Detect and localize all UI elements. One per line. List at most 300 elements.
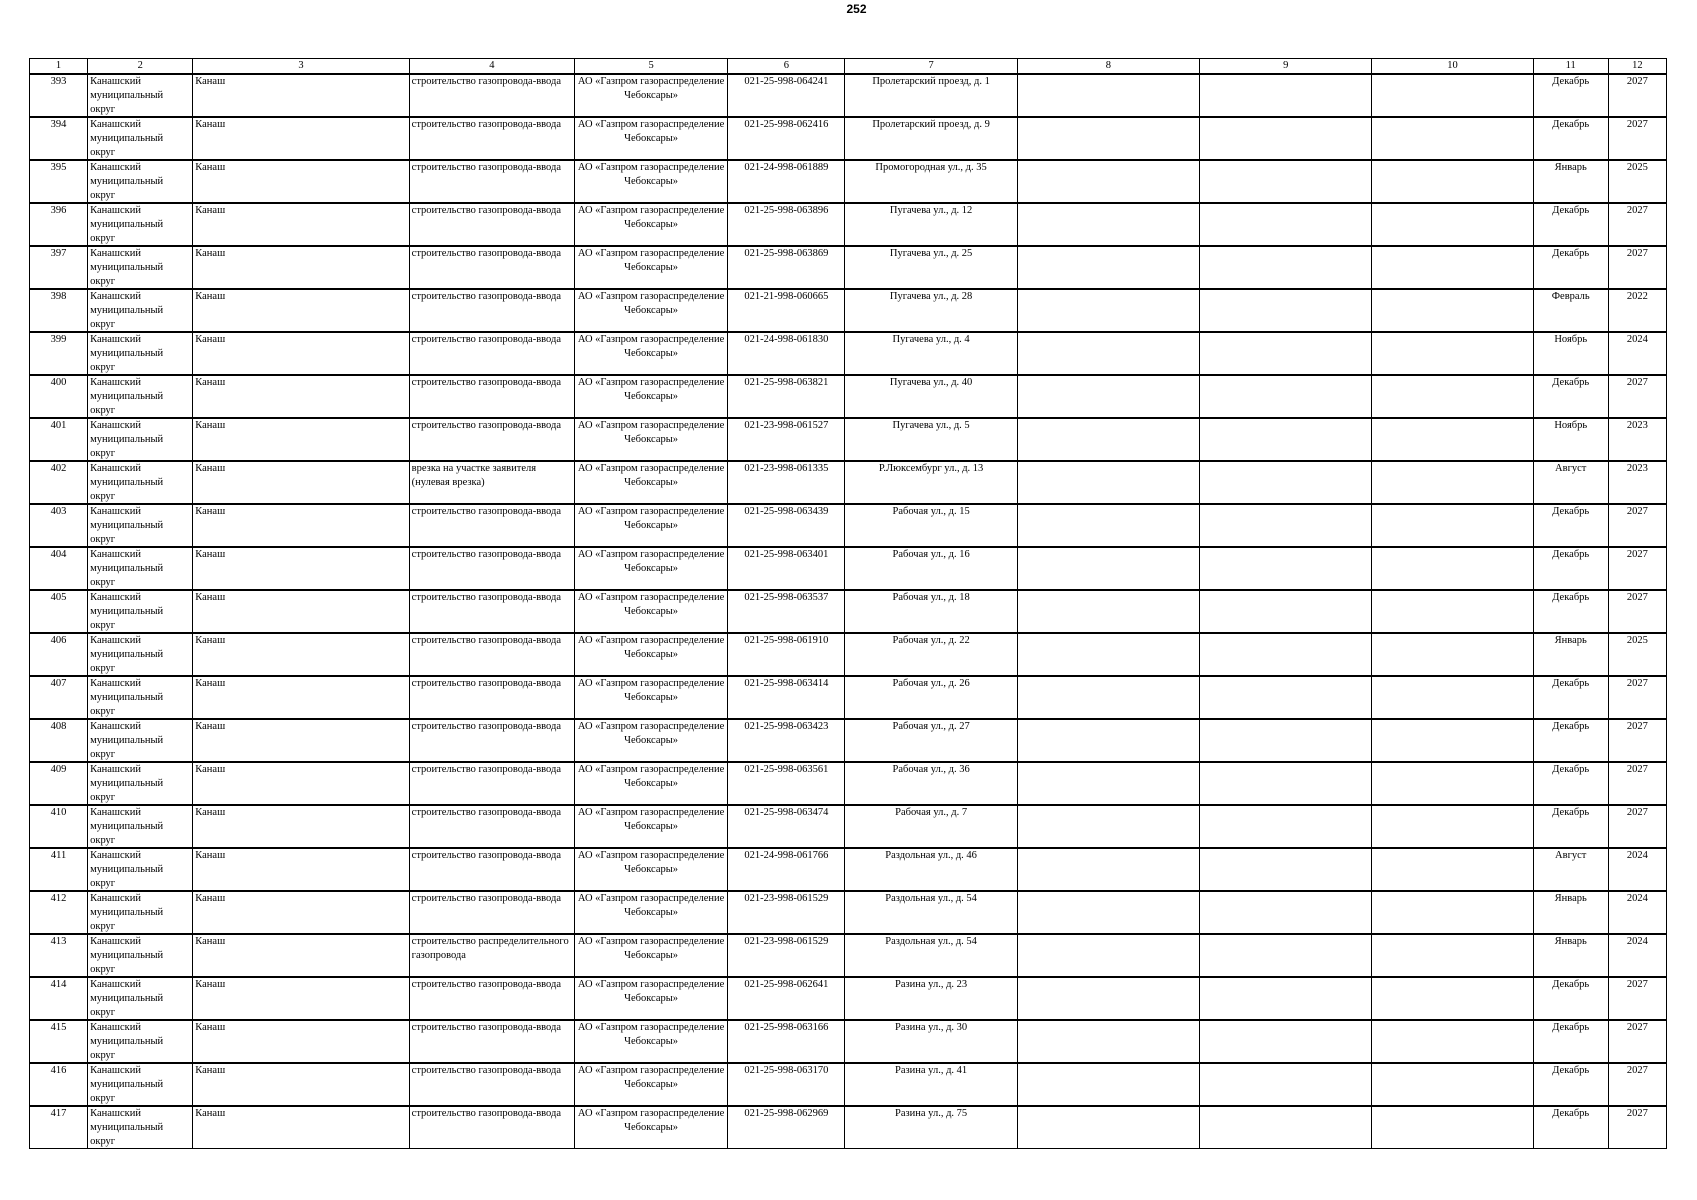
column-10-cell xyxy=(1372,418,1533,461)
address-cell xyxy=(845,74,1017,117)
work-type-cell-text: строительство газопровода-ввода xyxy=(411,850,562,861)
column-number-header: 7 xyxy=(845,59,1017,75)
column-10-cell xyxy=(1372,633,1533,676)
address-cell-text: Пугачева ул., д. 4 xyxy=(892,334,970,345)
city-cell-text: Канаш xyxy=(195,119,226,130)
column-9-cell xyxy=(1200,1020,1372,1063)
column-9-cell-text xyxy=(1202,376,1369,417)
work-type-cell xyxy=(409,246,574,289)
address-cell-text: Разина ул., д. 41 xyxy=(895,1065,968,1076)
year-cell-text: 2027 xyxy=(1626,119,1648,130)
column-9-cell-text xyxy=(1202,720,1369,761)
organization-cell xyxy=(574,762,727,805)
column-9-cell xyxy=(1200,1063,1372,1106)
month-cell-text: Декабрь xyxy=(1552,205,1590,216)
work-type-cell-text: строительство газопровода-ввода xyxy=(411,162,562,173)
column-10-cell xyxy=(1372,891,1533,934)
work-type-cell-text: строительство газопровода-ввода xyxy=(411,764,562,775)
work-type-cell xyxy=(409,1020,574,1063)
work-type-cell-text: строительство газопровода-ввода xyxy=(411,248,562,259)
year-cell-text: 2027 xyxy=(1626,76,1648,87)
address-cell xyxy=(845,934,1017,977)
organization-cell-text: АО «Газпром газораспределение Чебоксары» xyxy=(577,893,725,918)
row-number-cell-text: 408 xyxy=(50,721,67,732)
work-type-cell-text: строительство газопровода-ввода xyxy=(411,635,562,646)
column-9-cell xyxy=(1200,762,1372,805)
month-cell-text: Декабрь xyxy=(1552,678,1590,689)
month-cell-text: Декабрь xyxy=(1552,721,1590,732)
address-cell xyxy=(845,1063,1017,1106)
organization-cell-text: АО «Газпром газораспределение Чебоксары» xyxy=(577,1108,725,1133)
address-cell xyxy=(845,719,1017,762)
district-cell-text: Канашский муниципальный округ xyxy=(90,377,164,416)
column-10-cell-text xyxy=(1374,548,1530,589)
column-10-cell-text xyxy=(1374,677,1530,718)
address-cell xyxy=(845,289,1017,332)
work-type-cell-text: строительство газопровода-ввода xyxy=(411,807,562,818)
column-8-cell xyxy=(1017,590,1199,633)
month-cell xyxy=(1533,1020,1608,1063)
column-10-cell xyxy=(1372,805,1533,848)
column-10-cell xyxy=(1372,590,1533,633)
request-code-cell-text: 021-23-998-061335 xyxy=(744,463,829,474)
organization-cell xyxy=(574,590,727,633)
year-cell-text: 2027 xyxy=(1626,1065,1648,1076)
organization-cell-text: АО «Газпром газораспределение Чебоксары» xyxy=(577,420,725,445)
work-type-cell xyxy=(409,203,574,246)
organization-cell-text: АО «Газпром газораспределение Чебоксары» xyxy=(577,678,725,703)
row-number-cell xyxy=(30,762,88,805)
column-8-cell xyxy=(1017,805,1199,848)
address-cell-text: Рабочая ул., д. 7 xyxy=(895,807,968,818)
city-cell-text: Канаш xyxy=(195,1022,226,1033)
district-cell-text: Канашский муниципальный округ xyxy=(90,1065,164,1104)
column-8-cell-text xyxy=(1020,290,1197,331)
city-cell xyxy=(193,289,409,332)
column-10-cell xyxy=(1372,461,1533,504)
column-8-cell xyxy=(1017,375,1199,418)
city-cell xyxy=(193,375,409,418)
address-cell-text: Раздольная ул., д. 54 xyxy=(885,893,977,904)
city-cell xyxy=(193,590,409,633)
column-10-cell-text xyxy=(1374,118,1530,159)
request-code-cell xyxy=(728,719,845,762)
column-10-cell-text xyxy=(1374,634,1530,675)
column-number-header: 3 xyxy=(193,59,409,75)
city-cell xyxy=(193,547,409,590)
work-type-cell xyxy=(409,891,574,934)
row-number-cell-text: 403 xyxy=(50,506,67,517)
month-cell-text: Декабрь xyxy=(1552,1022,1590,1033)
work-type-cell-text: строительство газопровода-ввода xyxy=(411,420,562,431)
district-cell-text: Канашский муниципальный округ xyxy=(90,893,164,932)
city-cell xyxy=(193,74,409,117)
year-cell-text: 2027 xyxy=(1626,979,1648,990)
table-row xyxy=(30,977,1667,1020)
district-cell xyxy=(88,590,193,633)
row-number-cell xyxy=(30,246,88,289)
address-cell-text: Пролетарский проезд, д. 9 xyxy=(872,119,990,130)
column-10-cell-text xyxy=(1374,161,1530,202)
row-number-cell-text: 407 xyxy=(50,678,67,689)
year-cell-text: 2027 xyxy=(1626,721,1648,732)
organization-cell-text: АО «Газпром газораспределение Чебоксары» xyxy=(577,850,725,875)
column-8-cell-text xyxy=(1020,892,1197,933)
request-code-cell-text: 021-21-998-060665 xyxy=(744,291,829,302)
district-cell xyxy=(88,891,193,934)
column-10-cell-text xyxy=(1374,591,1530,632)
organization-cell-text: АО «Газпром газораспределение Чебоксары» xyxy=(577,205,725,230)
column-8-cell xyxy=(1017,1020,1199,1063)
address-cell-text: Раздольная ул., д. 54 xyxy=(885,936,977,947)
address-cell xyxy=(845,504,1017,547)
row-number-cell xyxy=(30,848,88,891)
month-cell xyxy=(1533,590,1608,633)
row-number-cell-text: 402 xyxy=(50,463,67,474)
column-8-cell-text xyxy=(1020,806,1197,847)
organization-cell xyxy=(574,719,727,762)
column-9-cell xyxy=(1200,160,1372,203)
column-8-cell-text xyxy=(1020,247,1197,288)
column-9-cell-text xyxy=(1202,204,1369,245)
organization-cell xyxy=(574,246,727,289)
work-type-cell-text: врезка на участке заявителя (нулевая врезка) xyxy=(411,463,537,488)
request-code-cell xyxy=(728,117,845,160)
request-code-cell-text: 021-24-998-061830 xyxy=(744,334,829,345)
row-number-cell xyxy=(30,547,88,590)
organization-cell-text: АО «Газпром газораспределение Чебоксары» xyxy=(577,76,725,101)
month-cell xyxy=(1533,762,1608,805)
work-type-cell-text: строительство газопровода-ввода xyxy=(411,1108,562,1119)
row-number-cell xyxy=(30,805,88,848)
city-cell xyxy=(193,848,409,891)
request-code-cell-text: 021-25-998-063170 xyxy=(744,1065,829,1076)
month-cell-text: Январь xyxy=(1554,893,1587,904)
city-cell xyxy=(193,332,409,375)
year-cell-text: 2022 xyxy=(1626,291,1648,302)
row-number-cell xyxy=(30,633,88,676)
row-number-cell xyxy=(30,1106,88,1149)
column-10-cell-text xyxy=(1374,333,1530,374)
column-10-cell xyxy=(1372,977,1533,1020)
city-cell-text: Канаш xyxy=(195,850,226,861)
city-cell xyxy=(193,203,409,246)
district-cell xyxy=(88,246,193,289)
month-cell-text: Декабрь xyxy=(1552,76,1590,87)
request-code-cell xyxy=(728,590,845,633)
month-cell xyxy=(1533,547,1608,590)
address-cell-text: Пугачева ул., д. 28 xyxy=(889,291,973,302)
district-cell xyxy=(88,1063,193,1106)
column-8-cell xyxy=(1017,848,1199,891)
year-cell-text: 2024 xyxy=(1626,893,1648,904)
work-type-cell xyxy=(409,590,574,633)
address-cell-text: Пролетарский проезд, д. 1 xyxy=(872,76,990,87)
table-row xyxy=(30,762,1667,805)
column-9-cell xyxy=(1200,246,1372,289)
table-row xyxy=(30,934,1667,977)
month-cell-text: Декабрь xyxy=(1552,807,1590,818)
city-cell xyxy=(193,1106,409,1149)
column-8-cell-text xyxy=(1020,591,1197,632)
district-cell xyxy=(88,1106,193,1149)
column-10-cell xyxy=(1372,160,1533,203)
column-10-cell xyxy=(1372,375,1533,418)
year-cell xyxy=(1608,676,1666,719)
row-number-cell xyxy=(30,74,88,117)
column-9-cell xyxy=(1200,117,1372,160)
year-cell-text: 2024 xyxy=(1626,936,1648,947)
month-cell xyxy=(1533,977,1608,1020)
table-row xyxy=(30,160,1667,203)
column-8-cell-text xyxy=(1020,376,1197,417)
year-cell xyxy=(1608,461,1666,504)
city-cell-text: Канаш xyxy=(195,1065,226,1076)
row-number-cell-text: 399 xyxy=(50,334,67,345)
row-number-cell xyxy=(30,977,88,1020)
city-cell-text: Канаш xyxy=(195,1108,226,1119)
work-type-cell xyxy=(409,805,574,848)
district-cell-text: Канашский муниципальный округ xyxy=(90,807,164,846)
address-cell xyxy=(845,332,1017,375)
address-cell-text: Рабочая ул., д. 16 xyxy=(892,549,970,560)
city-cell-text: Канаш xyxy=(195,764,226,775)
year-cell xyxy=(1608,719,1666,762)
organization-cell xyxy=(574,891,727,934)
address-cell xyxy=(845,590,1017,633)
year-cell xyxy=(1608,418,1666,461)
year-cell-text: 2023 xyxy=(1626,463,1648,474)
month-cell xyxy=(1533,117,1608,160)
table-row xyxy=(30,461,1667,504)
year-cell xyxy=(1608,160,1666,203)
column-9-cell xyxy=(1200,891,1372,934)
request-code-cell xyxy=(728,977,845,1020)
row-number-cell xyxy=(30,117,88,160)
year-cell xyxy=(1608,1020,1666,1063)
request-code-cell xyxy=(728,160,845,203)
column-9-cell-text xyxy=(1202,634,1369,675)
column-10-cell xyxy=(1372,332,1533,375)
request-code-cell xyxy=(728,891,845,934)
address-cell-text: Раздольная ул., д. 46 xyxy=(885,850,977,861)
column-9-cell-text xyxy=(1202,849,1369,890)
district-cell-text: Канашский муниципальный округ xyxy=(90,979,164,1018)
request-code-cell xyxy=(728,332,845,375)
column-8-cell xyxy=(1017,289,1199,332)
row-number-cell-text: 412 xyxy=(50,893,67,904)
organization-cell-text: АО «Газпром газораспределение Чебоксары» xyxy=(577,979,725,1004)
address-cell-text: Пугачева ул., д. 5 xyxy=(892,420,970,431)
column-10-cell-text xyxy=(1374,419,1530,460)
column-9-cell xyxy=(1200,375,1372,418)
row-number-cell xyxy=(30,160,88,203)
request-code-cell xyxy=(728,504,845,547)
district-cell-text: Канашский муниципальный округ xyxy=(90,334,164,373)
row-number-cell xyxy=(30,1020,88,1063)
city-cell-text: Канаш xyxy=(195,592,226,603)
city-cell xyxy=(193,1063,409,1106)
column-10-cell xyxy=(1372,719,1533,762)
table-row xyxy=(30,117,1667,160)
request-code-cell xyxy=(728,633,845,676)
year-cell-text: 2025 xyxy=(1626,162,1648,173)
organization-cell-text: АО «Газпром газораспределение Чебоксары» xyxy=(577,635,725,660)
work-type-cell xyxy=(409,1106,574,1149)
month-cell xyxy=(1533,1106,1608,1149)
organization-cell xyxy=(574,375,727,418)
address-cell-text: Р.Люксембург ул., д. 13 xyxy=(878,463,984,474)
district-cell xyxy=(88,203,193,246)
address-cell xyxy=(845,160,1017,203)
city-cell xyxy=(193,762,409,805)
district-cell xyxy=(88,289,193,332)
column-9-cell-text xyxy=(1202,462,1369,503)
district-cell xyxy=(88,762,193,805)
column-10-cell-text xyxy=(1374,892,1530,933)
column-9-cell-text xyxy=(1202,333,1369,374)
year-cell xyxy=(1608,977,1666,1020)
column-10-cell xyxy=(1372,203,1533,246)
row-number-cell-text: 417 xyxy=(50,1108,67,1119)
column-9-cell-text xyxy=(1202,978,1369,1019)
work-type-cell xyxy=(409,375,574,418)
request-code-cell-text: 021-25-998-061910 xyxy=(744,635,829,646)
request-code-cell-text: 021-25-998-063821 xyxy=(744,377,829,388)
request-code-cell xyxy=(728,418,845,461)
row-number-cell-text: 413 xyxy=(50,936,67,947)
year-cell xyxy=(1608,633,1666,676)
organization-cell-text: АО «Газпром газораспределение Чебоксары» xyxy=(577,807,725,832)
month-cell-text: Январь xyxy=(1554,936,1587,947)
address-cell xyxy=(845,246,1017,289)
column-8-cell-text xyxy=(1020,1064,1197,1105)
row-number-cell-text: 400 xyxy=(50,377,67,388)
column-8-cell-text xyxy=(1020,161,1197,202)
column-9-cell xyxy=(1200,461,1372,504)
work-type-cell-text: строительство газопровода-ввода xyxy=(411,592,562,603)
month-cell xyxy=(1533,676,1608,719)
organization-cell-text: АО «Газпром газораспределение Чебоксары» xyxy=(577,549,725,574)
row-number-cell xyxy=(30,461,88,504)
column-10-cell-text xyxy=(1374,978,1530,1019)
column-8-cell xyxy=(1017,633,1199,676)
year-cell xyxy=(1608,1106,1666,1149)
district-cell xyxy=(88,160,193,203)
row-number-cell-text: 393 xyxy=(50,76,67,87)
month-cell xyxy=(1533,805,1608,848)
month-cell xyxy=(1533,633,1608,676)
column-number-header: 2 xyxy=(88,59,193,75)
work-type-cell xyxy=(409,977,574,1020)
organization-cell-text: АО «Газпром газораспределение Чебоксары» xyxy=(577,248,725,273)
column-8-cell xyxy=(1017,1063,1199,1106)
column-9-cell-text xyxy=(1202,1107,1369,1148)
row-number-cell xyxy=(30,676,88,719)
organization-cell-text: АО «Газпром газораспределение Чебоксары» xyxy=(577,506,725,531)
district-cell xyxy=(88,848,193,891)
column-8-cell-text xyxy=(1020,849,1197,890)
work-type-cell-text: строительство газопровода-ввода xyxy=(411,1022,562,1033)
work-type-cell xyxy=(409,1063,574,1106)
request-code-cell xyxy=(728,74,845,117)
table-row xyxy=(30,1063,1667,1106)
table-row xyxy=(30,676,1667,719)
address-cell xyxy=(845,848,1017,891)
request-code-cell xyxy=(728,1063,845,1106)
table-row xyxy=(30,504,1667,547)
column-9-cell xyxy=(1200,504,1372,547)
work-type-cell-text: строительство газопровода-ввода xyxy=(411,334,562,345)
year-cell-text: 2027 xyxy=(1626,1022,1648,1033)
column-number-header: 9 xyxy=(1200,59,1372,75)
row-number-cell xyxy=(30,203,88,246)
city-cell-text: Канаш xyxy=(195,721,226,732)
column-9-cell-text xyxy=(1202,935,1369,976)
column-9-cell-text xyxy=(1202,290,1369,331)
month-cell xyxy=(1533,1063,1608,1106)
address-cell xyxy=(845,762,1017,805)
column-10-cell xyxy=(1372,117,1533,160)
column-9-cell xyxy=(1200,1106,1372,1149)
year-cell xyxy=(1608,805,1666,848)
column-9-cell-text xyxy=(1202,161,1369,202)
city-cell-text: Канаш xyxy=(195,377,226,388)
column-8-cell-text xyxy=(1020,75,1197,116)
column-number-header: 11 xyxy=(1533,59,1608,75)
column-10-cell-text xyxy=(1374,1021,1530,1062)
table-row xyxy=(30,848,1667,891)
work-type-cell xyxy=(409,504,574,547)
column-9-cell xyxy=(1200,590,1372,633)
table-row xyxy=(30,891,1667,934)
column-10-cell xyxy=(1372,1020,1533,1063)
district-cell-text: Канашский муниципальный округ xyxy=(90,205,164,244)
district-cell-text: Канашский муниципальный округ xyxy=(90,463,164,502)
city-cell xyxy=(193,805,409,848)
table-row xyxy=(30,74,1667,117)
year-cell xyxy=(1608,504,1666,547)
request-code-cell-text: 021-25-998-063401 xyxy=(744,549,829,560)
work-type-cell-text: строительство распределительного газопровода xyxy=(411,936,569,961)
row-number-cell xyxy=(30,934,88,977)
request-code-cell-text: 021-25-998-063896 xyxy=(744,205,829,216)
column-10-cell-text xyxy=(1374,763,1530,804)
organization-cell xyxy=(574,504,727,547)
month-cell xyxy=(1533,160,1608,203)
year-cell xyxy=(1608,547,1666,590)
month-cell xyxy=(1533,332,1608,375)
district-cell-text: Канашский муниципальный округ xyxy=(90,592,164,631)
month-cell xyxy=(1533,934,1608,977)
row-number-cell-text: 410 xyxy=(50,807,67,818)
address-cell-text: Рабочая ул., д. 15 xyxy=(892,506,970,517)
row-number-cell xyxy=(30,289,88,332)
column-10-cell-text xyxy=(1374,462,1530,503)
column-9-cell-text xyxy=(1202,419,1369,460)
month-cell xyxy=(1533,504,1608,547)
district-cell-text: Канашский муниципальный округ xyxy=(90,635,164,674)
column-9-cell-text xyxy=(1202,591,1369,632)
request-code-cell-text: 021-25-998-064241 xyxy=(744,76,829,87)
row-number-cell xyxy=(30,332,88,375)
row-number-cell xyxy=(30,891,88,934)
month-cell xyxy=(1533,719,1608,762)
address-cell xyxy=(845,676,1017,719)
row-number-cell xyxy=(30,590,88,633)
request-code-cell xyxy=(728,848,845,891)
work-type-cell-text: строительство газопровода-ввода xyxy=(411,119,562,130)
